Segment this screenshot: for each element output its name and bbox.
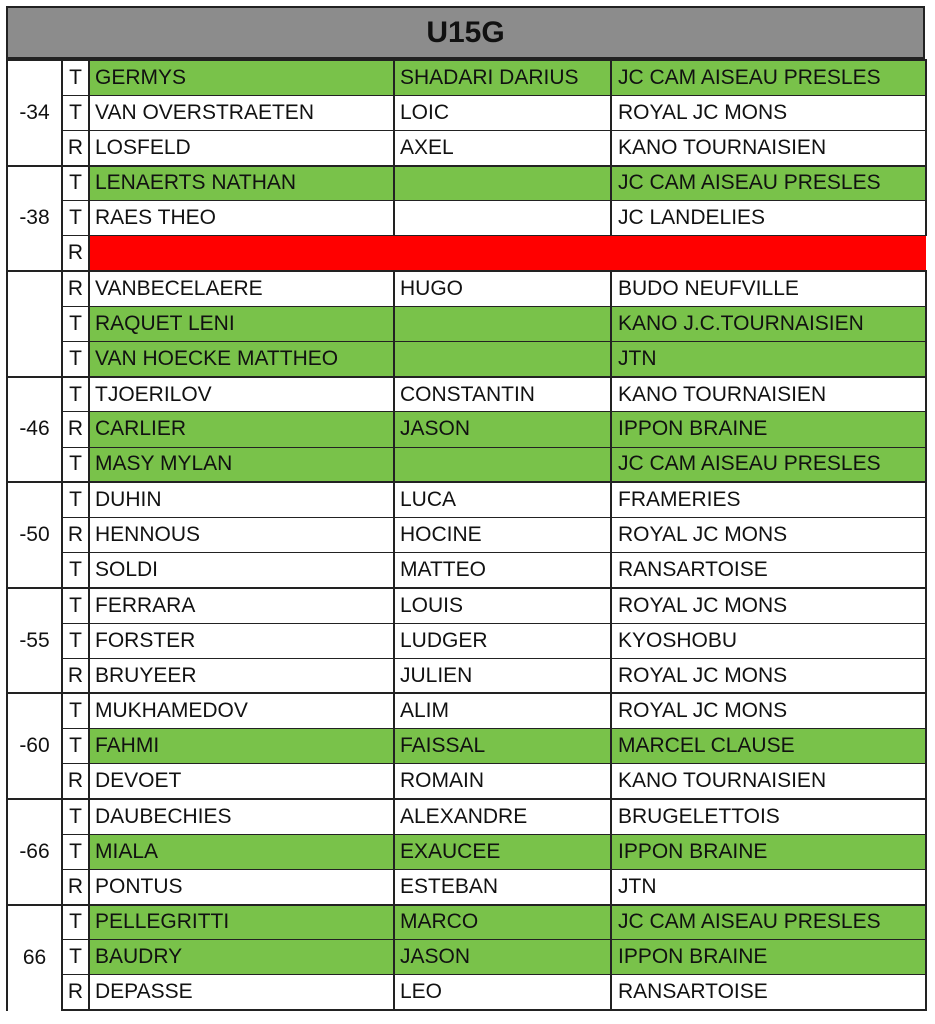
roster-body	[7, 60, 926, 1010]
type-cell: T	[62, 553, 89, 588]
table-row	[7, 588, 926, 623]
weight-class-cell: -66	[7, 799, 62, 905]
type-cell: T	[62, 201, 89, 236]
table-row	[7, 940, 926, 975]
last-name-cell: PELLEGRITTI	[89, 905, 394, 940]
last-name-cell: LOSFELD	[89, 130, 394, 165]
weight-class-cell: -50	[7, 482, 62, 588]
last-name-cell: MASY MYLAN	[89, 447, 394, 482]
type-cell: R	[62, 764, 89, 799]
table-row	[7, 517, 926, 552]
table-row	[7, 130, 926, 165]
first-name-cell	[394, 201, 611, 236]
club-cell	[611, 236, 926, 271]
last-name-cell: BRUYEER	[89, 658, 394, 693]
first-name-cell: CONSTANTIN	[394, 377, 611, 412]
last-name-cell: GERMYS	[89, 60, 394, 95]
last-name-cell: RAQUET LENI	[89, 306, 394, 341]
type-cell: T	[62, 940, 89, 975]
last-name-cell: FORSTER	[89, 623, 394, 658]
club-cell: RANSARTOISE	[611, 553, 926, 588]
first-name-cell	[394, 447, 611, 482]
table-row	[7, 834, 926, 869]
first-name-cell: LOUIS	[394, 588, 611, 623]
table-row	[7, 729, 926, 764]
table-row	[7, 201, 926, 236]
first-name-cell: HOCINE	[394, 517, 611, 552]
type-cell: R	[62, 236, 89, 271]
table-row	[7, 764, 926, 799]
type-cell: R	[62, 130, 89, 165]
table-row	[7, 412, 926, 447]
last-name-cell: MIALA	[89, 834, 394, 869]
club-cell: IPPON BRAINE	[611, 940, 926, 975]
table-row	[7, 975, 926, 1010]
first-name-cell: ALEXANDRE	[394, 799, 611, 834]
table-row	[7, 60, 926, 95]
club-cell: ROYAL JC MONS	[611, 693, 926, 728]
last-name-cell: VAN OVERSTRAETEN	[89, 95, 394, 130]
first-name-cell: MATTEO	[394, 553, 611, 588]
last-name-cell: VANBECELAERE	[89, 271, 394, 306]
table-row	[7, 95, 926, 130]
first-name-cell: HUGO	[394, 271, 611, 306]
club-cell: KANO TOURNAISIEN	[611, 377, 926, 412]
club-cell: ROYAL JC MONS	[611, 95, 926, 130]
last-name-cell: DUHIN	[89, 482, 394, 517]
club-cell: ROYAL JC MONS	[611, 517, 926, 552]
club-cell: KANO TOURNAISIEN	[611, 764, 926, 799]
last-name-cell: SOLDI	[89, 553, 394, 588]
last-name-cell: PONTUS	[89, 869, 394, 904]
club-cell: JC CAM AISEAU PRESLES	[611, 60, 926, 95]
type-cell: R	[62, 975, 89, 1010]
weight-class-cell: -34	[7, 60, 62, 166]
first-name-cell: JULIEN	[394, 658, 611, 693]
first-name-cell: ALIM	[394, 693, 611, 728]
weight-class-cell: -55	[7, 588, 62, 694]
type-cell: R	[62, 517, 89, 552]
type-cell: T	[62, 729, 89, 764]
first-name-cell: FAISSAL	[394, 729, 611, 764]
first-name-cell	[394, 306, 611, 341]
club-cell: ROYAL JC MONS	[611, 588, 926, 623]
roster-table	[6, 59, 927, 1011]
table-row	[7, 553, 926, 588]
last-name-cell: LENAERTS NATHAN	[89, 166, 394, 201]
table-row	[7, 623, 926, 658]
weight-class-cell: 66	[7, 905, 62, 1011]
type-cell: T	[62, 905, 89, 940]
club-cell: JTN	[611, 342, 926, 377]
last-name-cell: FERRARA	[89, 588, 394, 623]
roster-sheet	[6, 6, 925, 1011]
last-name-cell: CARLIER	[89, 412, 394, 447]
weight-class-cell: -46	[7, 377, 62, 483]
first-name-cell: MARCO	[394, 905, 611, 940]
sheet-title: U15G	[6, 6, 925, 59]
table-row	[7, 905, 926, 940]
type-cell: R	[62, 271, 89, 306]
club-cell: IPPON BRAINE	[611, 834, 926, 869]
type-cell: T	[62, 799, 89, 834]
table-row	[7, 377, 926, 412]
last-name-cell: DEVOET	[89, 764, 394, 799]
table-row	[7, 869, 926, 904]
club-cell: FRAMERIES	[611, 482, 926, 517]
last-name-cell: DEPASSE	[89, 975, 394, 1010]
table-row	[7, 799, 926, 834]
table-row	[7, 306, 926, 341]
first-name-cell: LUDGER	[394, 623, 611, 658]
table-row	[7, 482, 926, 517]
first-name-cell: AXEL	[394, 130, 611, 165]
club-cell: KANO TOURNAISIEN	[611, 130, 926, 165]
type-cell: T	[62, 482, 89, 517]
table-row	[7, 342, 926, 377]
club-cell: BUDO NEUFVILLE	[611, 271, 926, 306]
club-cell: JC CAM AISEAU PRESLES	[611, 166, 926, 201]
type-cell: T	[62, 166, 89, 201]
first-name-cell	[394, 166, 611, 201]
club-cell: KANO J.C.TOURNAISIEN	[611, 306, 926, 341]
last-name-cell: TJOERILOV	[89, 377, 394, 412]
club-cell: MARCEL CLAUSE	[611, 729, 926, 764]
table-row	[7, 166, 926, 201]
first-name-cell: ROMAIN	[394, 764, 611, 799]
first-name-cell: JASON	[394, 412, 611, 447]
last-name-cell: HENNOUS	[89, 517, 394, 552]
club-cell: ROYAL JC MONS	[611, 658, 926, 693]
club-cell: IPPON BRAINE	[611, 412, 926, 447]
type-cell: T	[62, 306, 89, 341]
type-cell: T	[62, 623, 89, 658]
type-cell: T	[62, 834, 89, 869]
first-name-cell	[394, 342, 611, 377]
last-name-cell: RAES THEO	[89, 201, 394, 236]
first-name-cell: LUCA	[394, 482, 611, 517]
club-cell: RANSARTOISE	[611, 975, 926, 1010]
weight-class-cell: -60	[7, 693, 62, 799]
last-name-cell: VAN HOECKE MATTHEO	[89, 342, 394, 377]
first-name-cell: LEO	[394, 975, 611, 1010]
first-name-cell: JASON	[394, 940, 611, 975]
club-cell: JC LANDELIES	[611, 201, 926, 236]
type-cell: T	[62, 95, 89, 130]
type-cell: T	[62, 447, 89, 482]
table-row	[7, 447, 926, 482]
type-cell: T	[62, 693, 89, 728]
type-cell: T	[62, 60, 89, 95]
club-cell: JTN	[611, 869, 926, 904]
club-cell: KYOSHOBU	[611, 623, 926, 658]
first-name-cell	[394, 236, 611, 271]
club-cell: BRUGELETTOIS	[611, 799, 926, 834]
club-cell: JC CAM AISEAU PRESLES	[611, 447, 926, 482]
last-name-cell: BAUDRY	[89, 940, 394, 975]
weight-class-cell: -38	[7, 166, 62, 272]
last-name-cell: FAHMI	[89, 729, 394, 764]
type-cell: R	[62, 869, 89, 904]
table-row	[7, 236, 926, 271]
first-name-cell: EXAUCEE	[394, 834, 611, 869]
last-name-cell	[89, 236, 394, 271]
first-name-cell: SHADARI DARIUS	[394, 60, 611, 95]
type-cell: T	[62, 342, 89, 377]
weight-class-cell	[7, 271, 62, 377]
table-row	[7, 271, 926, 306]
club-cell: JC CAM AISEAU PRESLES	[611, 905, 926, 940]
type-cell: T	[62, 377, 89, 412]
type-cell: T	[62, 588, 89, 623]
type-cell: R	[62, 412, 89, 447]
first-name-cell: LOIC	[394, 95, 611, 130]
last-name-cell: DAUBECHIES	[89, 799, 394, 834]
first-name-cell: ESTEBAN	[394, 869, 611, 904]
table-row	[7, 693, 926, 728]
table-row	[7, 658, 926, 693]
type-cell: R	[62, 658, 89, 693]
last-name-cell: MUKHAMEDOV	[89, 693, 394, 728]
